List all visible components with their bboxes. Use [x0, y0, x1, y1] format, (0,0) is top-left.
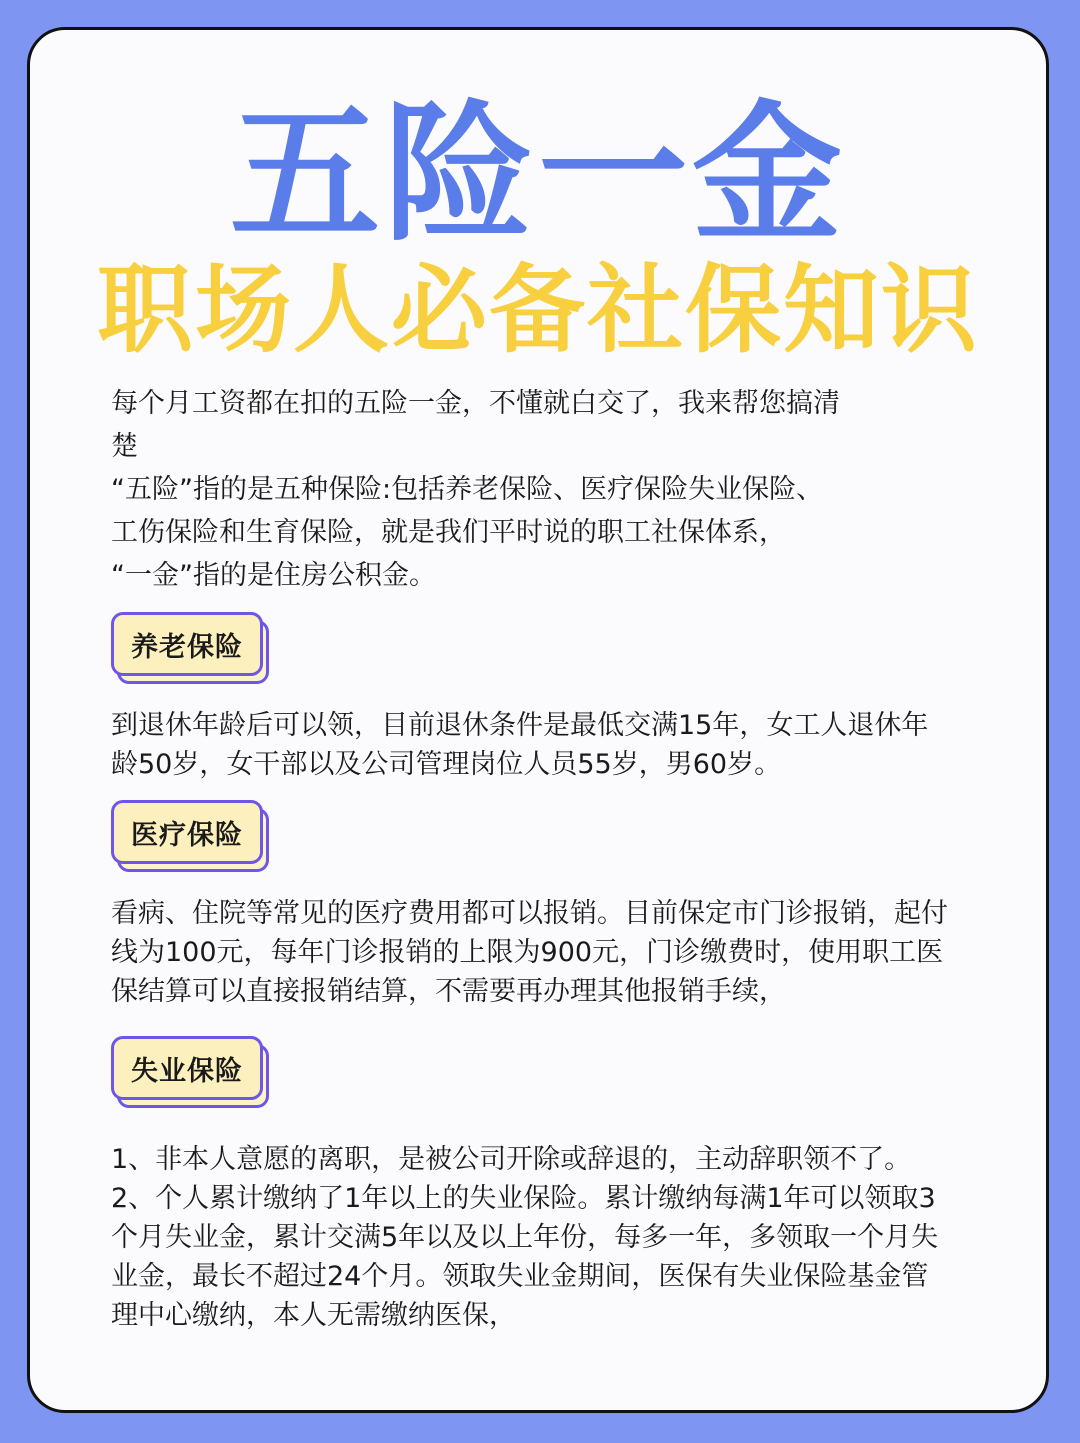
body-line: 个月失业金，累计交满5年以及以上年份，每多一年，多领取一个月失	[111, 1222, 939, 1253]
section-body-medical	[111, 894, 981, 1011]
section-body-unemployment	[111, 1140, 981, 1335]
body-line: 业金，最长不超过24个月。领取失业金期间，医保有失业保险基金管	[111, 1261, 929, 1292]
section-label-unemployment	[111, 1036, 267, 1104]
content-card	[27, 27, 1049, 1413]
body-line: 理中心缴纳，本人无需缴纳医保，	[111, 1300, 516, 1331]
section-body-pension	[111, 706, 981, 784]
section-label-medical	[111, 800, 267, 868]
body-line: 线为100元，每年门诊报销的上限为900元，门诊缴费时，使用职工医	[111, 937, 944, 968]
page-subtitle: 职场人必备社保知识	[97, 254, 979, 366]
body-line: 2、个人累计缴纳了1年以上的失业保险。累计缴纳每满1年可以领取3	[111, 1183, 936, 1214]
body-line: 1、非本人意愿的离职，是被公司开除或辞退的，主动辞职领不了。	[111, 1144, 912, 1175]
intro-line: 每个月工资都在扣的五险一金，不懂就白交了，我来帮您搞清	[111, 388, 840, 419]
intro-paragraph	[111, 382, 981, 597]
intro-line: “一金”指的是住房公积金。	[111, 560, 436, 591]
section-label-text: 医疗保险	[111, 800, 263, 864]
page-title: 五险一金	[229, 88, 846, 262]
body-line: 龄50岁，女干部以及公司管理岗位人员55岁，男60岁。	[111, 749, 782, 780]
intro-line: “五险”指的是五种保险:包括养老保险、医疗保险失业保险、	[111, 474, 824, 505]
section-label-pension	[111, 612, 267, 680]
body-line: 到退休年龄后可以领，目前退休条件是最低交满15年，女工人退休年	[111, 710, 929, 741]
body-line: 保结算可以直接报销结算，不需要再办理其他报销手续，	[111, 976, 786, 1007]
intro-line: 工伤保险和生育保险，就是我们平时说的职工社保体系，	[111, 517, 786, 548]
section-label-text: 失业保险	[111, 1036, 263, 1100]
body-line: 看病、住院等常见的医疗费用都可以报销。目前保定市门诊报销，起付	[111, 898, 948, 929]
intro-line: 楚	[111, 431, 138, 462]
section-label-text: 养老保险	[111, 612, 263, 676]
